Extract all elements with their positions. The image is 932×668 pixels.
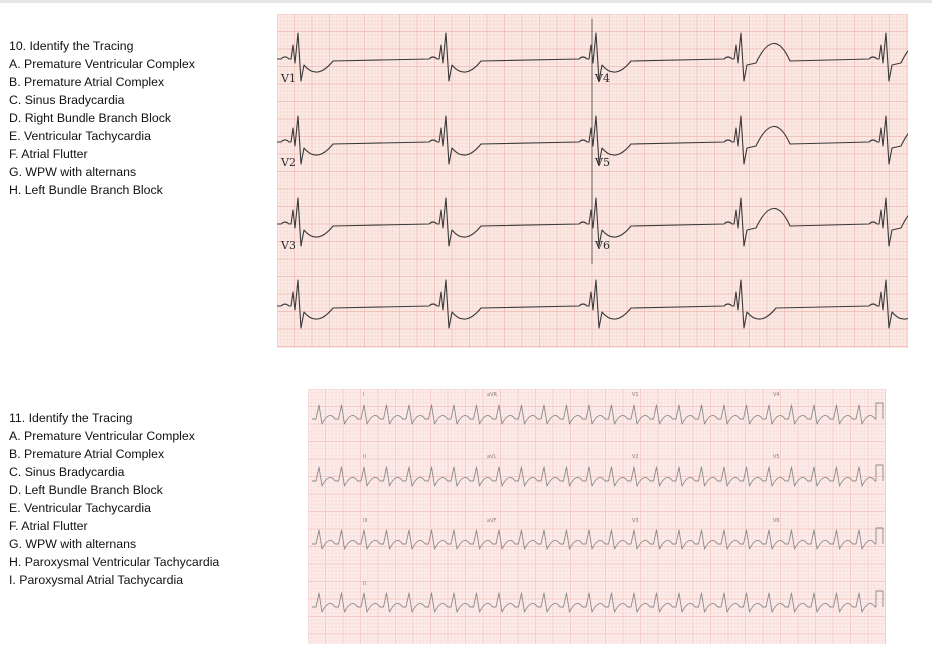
lead-label-v6: V6 (595, 239, 610, 252)
answer-option-f[interactable]: F. Atrial Flutter (9, 147, 88, 161)
ecg-grid-major (308, 389, 886, 644)
lead-label-ii-rhythm: II (363, 581, 366, 587)
ecg-tracing-11 (308, 389, 886, 644)
answer-option-b[interactable]: B. Premature Atrial Complex (9, 75, 165, 89)
lead-label-avf: aVF (487, 518, 497, 524)
answer-option-a[interactable]: A. Premature Ventricular Complex (9, 57, 195, 71)
lead-label-v5: V5 (773, 454, 780, 460)
question-title: 11. Identify the Tracing (9, 411, 133, 425)
window-top-edge (0, 0, 932, 3)
ecg-trace-row (312, 591, 883, 612)
lead-label-v4: V4 (595, 72, 610, 85)
lead-label-v6: V6 (773, 518, 780, 524)
ecg-grid-minor (308, 389, 886, 644)
ecg-tracing-10 (277, 14, 908, 348)
lead-label-avr: aVR (487, 392, 497, 398)
answer-option-b[interactable]: B. Premature Atrial Complex (9, 447, 165, 461)
ecg-tracing-11-svg (308, 389, 886, 644)
answer-option-f[interactable]: F. Atrial Flutter (9, 519, 88, 533)
lead-label-i: I (363, 392, 365, 398)
answer-option-d[interactable]: D. Right Bundle Branch Block (9, 111, 171, 125)
ecg-grid-minor (277, 14, 908, 348)
lead-label-avl: aVL (487, 454, 497, 460)
ecg-trace-row (312, 528, 883, 549)
answer-option-h[interactable]: H. Paroxysmal Ventricular Tachycardia (9, 555, 220, 569)
answer-option-e[interactable]: E. Ventricular Tachycardia (9, 501, 151, 515)
lead-label-iii: III (363, 518, 368, 524)
answer-option-d[interactable]: D. Left Bundle Branch Block (9, 483, 163, 497)
ecg-tracing-10-svg (277, 14, 908, 348)
lead-label-v5: V5 (595, 156, 610, 169)
question-title: 10. Identify the Tracing (9, 39, 134, 53)
ecg-trace-row (312, 465, 883, 486)
lead-label-ii: II (363, 454, 366, 460)
lead-label-v1: V1 (632, 392, 639, 398)
lead-label-v3: V3 (632, 518, 639, 524)
answer-option-c[interactable]: C. Sinus Bradycardia (9, 465, 125, 479)
question-10 (9, 37, 195, 199)
lead-label-v2: V2 (632, 454, 639, 460)
answer-option-a[interactable]: A. Premature Ventricular Complex (9, 429, 195, 443)
answer-option-c[interactable]: C. Sinus Bradycardia (9, 93, 125, 107)
answer-option-g[interactable]: G. WPW with alternans (9, 165, 137, 179)
lead-label-v2: V2 (281, 156, 296, 169)
lead-label-v4: V4 (773, 392, 780, 398)
lead-label-v3: V3 (281, 239, 296, 252)
answer-option-g[interactable]: G. WPW with alternans (9, 537, 137, 551)
lead-label-v1: V1 (281, 72, 296, 85)
answer-option-i[interactable]: I. Paroxysmal Atrial Tachycardia (9, 573, 184, 587)
answer-option-h[interactable]: H. Left Bundle Branch Block (9, 183, 163, 197)
answer-option-e[interactable]: E. Ventricular Tachycardia (9, 129, 151, 143)
question-11 (9, 409, 219, 589)
